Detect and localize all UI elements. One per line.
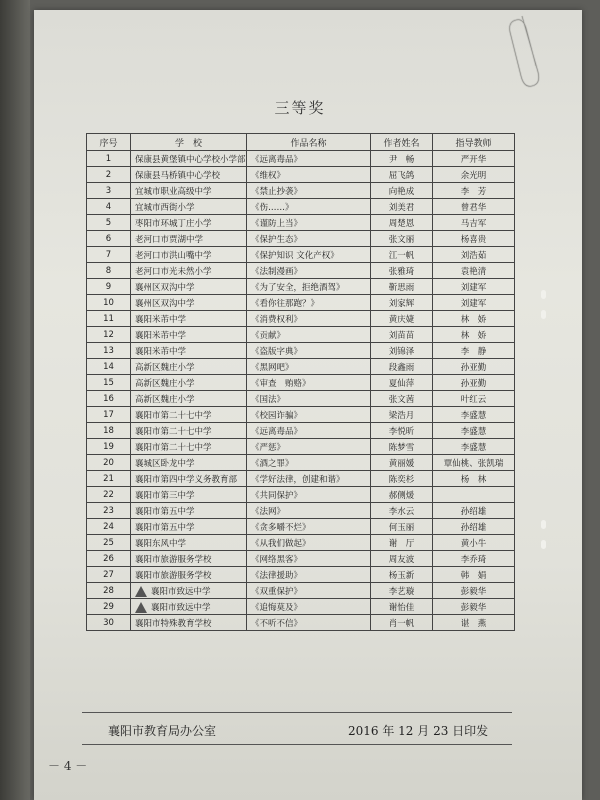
row-number-cell: 30 [87, 615, 131, 631]
page-number: － 4 － [48, 759, 88, 773]
table-row [87, 263, 515, 279]
school-cell: 襄阳米芾中学 [131, 343, 247, 359]
teacher-cell: 曾君华 [433, 199, 515, 215]
work-title-cell: 《禁止抄袭》 [247, 183, 371, 199]
row-number-cell: 5 [87, 215, 131, 231]
author-cell: 刘锦泽 [371, 343, 433, 359]
school-cell: 襄州区双沟中学 [131, 279, 247, 295]
row-number-cell: 3 [87, 183, 131, 199]
row-number-cell: 21 [87, 471, 131, 487]
table-header-row [87, 134, 515, 151]
teacher-cell: 李盛慧 [433, 423, 515, 439]
header-cell: 指导教师 [433, 134, 515, 151]
teacher-cell: 彭毅华 [433, 583, 515, 599]
work-title-cell: 《网络黑客》 [247, 551, 371, 567]
table-row [87, 359, 515, 375]
teacher-cell: 李盛慧 [433, 407, 515, 423]
row-number-cell: 17 [87, 407, 131, 423]
punch-hole [541, 290, 546, 299]
author-cell: 刘苗苗 [371, 327, 433, 343]
author-cell: 刘美君 [371, 199, 433, 215]
school-cell: 襄阳市第二十七中学 [131, 439, 247, 455]
author-cell: 黄庆婕 [371, 311, 433, 327]
table-row [87, 615, 515, 631]
row-number-cell: 24 [87, 519, 131, 535]
work-title-cell: 《黑网吧》 [247, 359, 371, 375]
work-title-cell: 《谨防上当》 [247, 215, 371, 231]
row-number-cell: 22 [87, 487, 131, 503]
teacher-cell: 李盛慧 [433, 439, 515, 455]
table-row [87, 199, 515, 215]
teacher-cell: 覃仙桃、张凯瑞 [433, 455, 515, 471]
table-row [87, 311, 515, 327]
author-cell: 刘家辉 [371, 295, 433, 311]
teacher-cell: 谌 燕 [433, 615, 515, 631]
page-title: 三等奖 [274, 99, 326, 117]
author-cell: 尹 畅 [371, 151, 433, 167]
author-cell: 肖一帆 [371, 615, 433, 631]
school-cell: 襄阳市旅游服务学校 [131, 567, 247, 583]
author-cell: 黄丽媛 [371, 455, 433, 471]
teacher-cell [433, 487, 515, 503]
author-cell: 周楚恩 [371, 215, 433, 231]
school-cell: 宜城市西街小学 [131, 199, 247, 215]
row-number-cell: 14 [87, 359, 131, 375]
school-cell: 保康县马桥镇中心学校 [131, 167, 247, 183]
work-title-cell: 《从我们做起》 [247, 535, 371, 551]
author-cell: 梁浩月 [371, 407, 433, 423]
school-cell: 襄阳米芾中学 [131, 311, 247, 327]
teacher-cell: 孙绍雄 [433, 519, 515, 535]
author-cell: 郝侧煖 [371, 487, 433, 503]
work-title-cell: 《共同保护》 [247, 487, 371, 503]
school-cell [131, 583, 247, 599]
table-row [87, 455, 515, 471]
school-cell: 襄阳市第二十七中学 [131, 423, 247, 439]
row-number-cell: 25 [87, 535, 131, 551]
teacher-cell: 余光明 [433, 167, 515, 183]
table-row [87, 583, 515, 599]
row-number-cell: 16 [87, 391, 131, 407]
work-title-cell: 《贪多嚼不烂》 [247, 519, 371, 535]
work-title-cell: 《为了安全，拒绝酒驾》 [247, 279, 371, 295]
school-cell: 襄阳市第四中学义务教育部 [131, 471, 247, 487]
author-cell: 杨玉新 [371, 567, 433, 583]
row-number-cell: 8 [87, 263, 131, 279]
row-number-cell: 4 [87, 199, 131, 215]
work-title-cell: 《伤……》 [247, 199, 371, 215]
table-row [87, 423, 515, 439]
work-title-cell: 《贡献》 [247, 327, 371, 343]
school-cell: 老河口市光未然小学 [131, 263, 247, 279]
table-row [87, 215, 515, 231]
author-cell: 周友波 [371, 551, 433, 567]
table-row [87, 535, 515, 551]
row-number-cell: 9 [87, 279, 131, 295]
teacher-cell: 彭毅华 [433, 599, 515, 615]
teacher-cell: 刘浩茹 [433, 247, 515, 263]
teacher-cell: 李乔琦 [433, 551, 515, 567]
table-row [87, 391, 515, 407]
work-title-cell: 《看你往那跑？》 [247, 295, 371, 311]
row-number-cell: 26 [87, 551, 131, 567]
triangle-mark-icon [135, 602, 147, 613]
header-cell: 学 校 [131, 134, 247, 151]
header-cell: 作者姓名 [371, 134, 433, 151]
header-cell: 作品名称 [247, 134, 371, 151]
author-cell: 屈飞鸽 [371, 167, 433, 183]
work-title-cell: 《盗版字典》 [247, 343, 371, 359]
school-cell: 老河口市洪山嘴中学 [131, 247, 247, 263]
school-cell: 宜城市职业高级中学 [131, 183, 247, 199]
teacher-cell: 林 娇 [433, 327, 515, 343]
author-cell: 李水云 [371, 503, 433, 519]
work-title-cell: 《远离毒品》 [247, 151, 371, 167]
table-row [87, 519, 515, 535]
school-cell: 襄阳市特殊教育学校 [131, 615, 247, 631]
table-row [87, 247, 515, 263]
table-row [87, 599, 515, 615]
table-row [87, 551, 515, 567]
table-row [87, 375, 515, 391]
author-cell: 向艳成 [371, 183, 433, 199]
table-row [87, 503, 515, 519]
work-title-cell: 《法律援助》 [247, 567, 371, 583]
punch-hole [541, 520, 546, 529]
work-title-cell: 《消费权利》 [247, 311, 371, 327]
desk-shadow [0, 0, 30, 800]
school-cell: 保康县黄堡镇中心学校小学部 [131, 151, 247, 167]
table-row [87, 167, 515, 183]
author-cell: 靳思雨 [371, 279, 433, 295]
awards-table [86, 133, 515, 631]
work-title-cell: 《远离毒品》 [247, 423, 371, 439]
work-title-cell: 《维权》 [247, 167, 371, 183]
school-cell: 襄阳市第三中学 [131, 487, 247, 503]
school-cell: 襄城区卧龙中学 [131, 455, 247, 471]
author-cell: 张文丽 [371, 231, 433, 247]
header-cell: 序号 [87, 134, 131, 151]
author-cell: 夏仙萍 [371, 375, 433, 391]
row-number-cell: 20 [87, 455, 131, 471]
table-row [87, 151, 515, 167]
school-name: 襄阳市致远中学 [151, 602, 211, 613]
author-cell: 陈奕杉 [371, 471, 433, 487]
row-number-cell: 28 [87, 583, 131, 599]
row-number-cell: 19 [87, 439, 131, 455]
teacher-cell: 杨喜贵 [433, 231, 515, 247]
teacher-cell: 刘建军 [433, 279, 515, 295]
teacher-cell: 韩 娟 [433, 567, 515, 583]
author-cell: 谢怡佳 [371, 599, 433, 615]
school-cell: 襄阳米芾中学 [131, 327, 247, 343]
table-row [87, 439, 515, 455]
table-row [87, 279, 515, 295]
teacher-cell: 孙亚勤 [433, 375, 515, 391]
row-number-cell: 29 [87, 599, 131, 615]
school-cell: 老河口市贾湖中学 [131, 231, 247, 247]
row-number-cell: 6 [87, 231, 131, 247]
work-title-cell: 《不听不信》 [247, 615, 371, 631]
table-row [87, 231, 515, 247]
work-title-cell: 《法网》 [247, 503, 371, 519]
school-cell: 襄阳东风中学 [131, 535, 247, 551]
teacher-cell: 李 芳 [433, 183, 515, 199]
footer-divider [82, 744, 512, 745]
row-number-cell: 13 [87, 343, 131, 359]
school-cell: 枣阳市环城丁庄小学 [131, 215, 247, 231]
row-number-cell: 23 [87, 503, 131, 519]
table-row [87, 407, 515, 423]
teacher-cell: 李 静 [433, 343, 515, 359]
school-cell: 襄阳市第二十七中学 [131, 407, 247, 423]
school-cell: 高新区魏庄小学 [131, 359, 247, 375]
table-row [87, 183, 515, 199]
work-title-cell: 《保护生态》 [247, 231, 371, 247]
paperclip-icon [508, 12, 548, 92]
teacher-cell: 黄小牛 [433, 535, 515, 551]
table-row [87, 567, 515, 583]
author-cell: 李悦昕 [371, 423, 433, 439]
row-number-cell: 1 [87, 151, 131, 167]
row-number-cell: 15 [87, 375, 131, 391]
teacher-cell: 袁艳清 [433, 263, 515, 279]
table-row [87, 487, 515, 503]
teacher-cell: 林 娇 [433, 311, 515, 327]
work-title-cell: 《审查 贿赂》 [247, 375, 371, 391]
row-number-cell: 11 [87, 311, 131, 327]
work-title-cell: 《学好法律，创建和谐》 [247, 471, 371, 487]
table-row [87, 327, 515, 343]
author-cell: 张雅琦 [371, 263, 433, 279]
teacher-cell: 马吉军 [433, 215, 515, 231]
teacher-cell: 刘建军 [433, 295, 515, 311]
work-title-cell: 《严惩》 [247, 439, 371, 455]
author-cell: 江一帆 [371, 247, 433, 263]
school-cell: 襄阳市第五中学 [131, 519, 247, 535]
teacher-cell: 孙绍雄 [433, 503, 515, 519]
author-cell: 何玉丽 [371, 519, 433, 535]
row-number-cell: 7 [87, 247, 131, 263]
row-number-cell: 2 [87, 167, 131, 183]
punch-hole [541, 540, 546, 549]
school-cell: 襄阳市旅游服务学校 [131, 551, 247, 567]
work-title-cell: 《双重保护》 [247, 583, 371, 599]
row-number-cell: 27 [87, 567, 131, 583]
school-cell: 高新区魏庄小学 [131, 375, 247, 391]
author-cell: 陈梦雪 [371, 439, 433, 455]
school-cell [131, 599, 247, 615]
table-row [87, 471, 515, 487]
work-title-cell: 《保护知识 文化产权》 [247, 247, 371, 263]
author-cell: 段鑫雨 [371, 359, 433, 375]
footer-divider [82, 712, 512, 713]
teacher-cell: 叶红云 [433, 391, 515, 407]
author-cell: 谢 厅 [371, 535, 433, 551]
table-row [87, 343, 515, 359]
row-number-cell: 10 [87, 295, 131, 311]
row-number-cell: 12 [87, 327, 131, 343]
issuing-office: 襄阳市教育局办公室 [108, 724, 217, 738]
work-title-cell: 《追悔莫及》 [247, 599, 371, 615]
triangle-mark-icon [135, 586, 147, 597]
teacher-cell: 杨 林 [433, 471, 515, 487]
work-title-cell: 《校园诈骗》 [247, 407, 371, 423]
school-cell: 襄阳市第五中学 [131, 503, 247, 519]
author-cell: 张文茜 [371, 391, 433, 407]
teacher-cell: 严开华 [433, 151, 515, 167]
school-cell: 高新区魏庄小学 [131, 391, 247, 407]
work-title-cell: 《法制漫画》 [247, 263, 371, 279]
issue-date: 2016 年 12 月 23 日印发 [348, 724, 489, 738]
punch-hole [541, 310, 546, 319]
teacher-cell: 孙亚勤 [433, 359, 515, 375]
row-number-cell: 18 [87, 423, 131, 439]
author-cell: 李艺璇 [371, 583, 433, 599]
school-cell: 襄州区双沟中学 [131, 295, 247, 311]
school-name: 襄阳市致远中学 [151, 586, 211, 597]
table-row [87, 295, 515, 311]
work-title-cell: 《酒之罪》 [247, 455, 371, 471]
work-title-cell: 《国法》 [247, 391, 371, 407]
